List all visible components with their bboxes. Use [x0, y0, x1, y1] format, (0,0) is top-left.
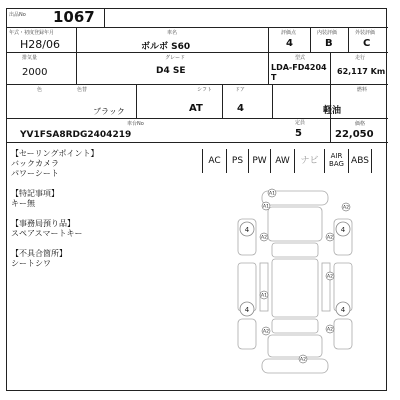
shift-value: AT [189, 103, 203, 114]
equip-ps [226, 149, 248, 173]
exterior-value: C [363, 38, 371, 49]
mark-a1-left-lower: A1 [261, 293, 267, 299]
price-cell [331, 118, 388, 142]
exterior-label: 外装評価 [355, 30, 376, 36]
mark-a1-top: A1 [269, 191, 275, 197]
left-rear-panel [238, 319, 256, 349]
notes-section [11, 149, 201, 269]
score-label: 評価点 [281, 30, 297, 36]
note-line: キー無 [11, 199, 35, 208]
mark-a2-right-upper: A2 [327, 235, 333, 241]
car-damage-diagram [202, 179, 388, 392]
right-rear-panel [334, 319, 352, 349]
roof-outline [272, 259, 318, 317]
mark-a1-fl: A1 [263, 204, 269, 210]
body-divider [7, 142, 388, 143]
model-value-line1: LDA-FD4204 [271, 63, 327, 72]
color-cell [7, 84, 137, 118]
grade-label: グレード [165, 55, 186, 61]
interior-label: 内装評価 [317, 30, 338, 36]
note-line: 【事務局預り品】 [11, 219, 75, 228]
year-value: H28/06 [20, 38, 60, 51]
fuel-label: 燃料 [357, 87, 368, 93]
grade-cell [77, 52, 269, 84]
car-name-cell [77, 27, 269, 52]
rear-window-outline [272, 319, 318, 333]
shift-label: シフト [197, 87, 213, 93]
equip-airbag-label2: BAG [329, 160, 344, 168]
left-pillar [260, 263, 268, 311]
lot-label: 出品No [9, 12, 26, 18]
color-label: 色 [37, 87, 43, 93]
color-value: ブラック [93, 107, 125, 116]
seats-label: 定員 [295, 120, 306, 126]
mileage-value: 62,117 Km [337, 67, 386, 76]
doors-value: 4 [237, 103, 244, 114]
car-name-label: 車名 [167, 30, 178, 36]
wheel-rl-mark: 4 [244, 306, 250, 314]
equip-navi [294, 149, 324, 173]
interior-cell [311, 27, 349, 52]
note-line: 【セーリングポイント】 [11, 149, 99, 158]
equip-airbag-label: AIR [330, 152, 343, 160]
fuel-value: 軽油 [323, 106, 342, 116]
price-value: 22,050 [335, 129, 374, 140]
exterior-cell [349, 27, 388, 52]
wheel-rr-mark: 4 [340, 306, 346, 314]
lot-number: 1067 [53, 8, 95, 26]
wheel-fr-mark: 4 [340, 226, 346, 234]
rear-bumper-outline [262, 359, 328, 373]
mark-a2-fr: A2 [343, 205, 349, 211]
equip-aw [270, 149, 294, 173]
doors-label: ドア [235, 87, 245, 93]
note-line [11, 209, 201, 219]
auction-sheet [6, 8, 387, 391]
equip-ac-label: AC [208, 156, 221, 166]
note-line: 【不具合箇所】 [11, 249, 67, 258]
equip-abs-label: ABS [351, 156, 369, 166]
year-label: 年式・初度登録年月 [9, 30, 55, 36]
car-name-value: ボルボ S60 [141, 42, 191, 52]
equip-pw-label: PW [252, 156, 267, 166]
chassis-label: 車台No [127, 121, 144, 127]
color-no-label: 色替 [77, 87, 88, 93]
note-line: バックカメラ [11, 159, 59, 168]
equip-pw [248, 149, 270, 173]
wheel-fl-mark: 4 [244, 226, 250, 234]
note-line: 【特記事項】 [11, 189, 59, 198]
note-line: パワーシート [11, 169, 59, 178]
fuel-cell-right [323, 84, 388, 118]
equip-navi-label: ナビ [300, 156, 319, 166]
right-pillar [322, 263, 330, 311]
seats-divider [269, 118, 331, 142]
model-value-line2: T [271, 73, 277, 82]
row1-filler [105, 9, 388, 27]
mark-a2-bottom: A2 [300, 357, 306, 363]
model-label: 型式 [295, 55, 306, 61]
seats-value: 5 [295, 128, 302, 139]
trunk-outline [268, 335, 322, 357]
equip-ac [202, 149, 226, 173]
displacement-value: 2000 [22, 67, 48, 78]
mileage-cell [331, 52, 388, 84]
note-line: スペアスマートキー [11, 229, 83, 238]
interior-value: B [325, 38, 333, 49]
chassis-value: YV1FSA8RDG2404219 [20, 130, 132, 140]
equip-aw-label: AW [275, 156, 290, 166]
price-label: 価格 [355, 121, 366, 127]
equip-abs [348, 149, 372, 173]
displacement-cell [7, 52, 77, 84]
hood-outline [268, 207, 322, 241]
mark-a2-rr: A2 [327, 327, 333, 333]
shift-cell [137, 84, 223, 118]
mark-a2-right-mid: A2 [327, 274, 333, 280]
equip-ps-label: PS [231, 156, 244, 166]
score-value: 4 [286, 38, 293, 49]
lot-cell [7, 9, 105, 27]
mileage-label: 走行 [355, 55, 366, 61]
note-line [11, 239, 201, 249]
model-cell [269, 52, 331, 84]
note-line [11, 179, 201, 189]
mark-a2-rl: A2 [263, 329, 269, 335]
mark-a2-left-mid: A2 [261, 235, 267, 241]
displacement-label: 排気量 [22, 55, 38, 61]
score-cell [269, 27, 311, 52]
note-line: シートシワ [11, 259, 51, 268]
equip-airbag [324, 149, 348, 173]
equipment-row [202, 149, 388, 173]
grade-value: D4 SE [156, 66, 186, 76]
doors-cell [223, 84, 273, 118]
windshield-outline [272, 243, 318, 257]
year-cell [7, 27, 77, 52]
